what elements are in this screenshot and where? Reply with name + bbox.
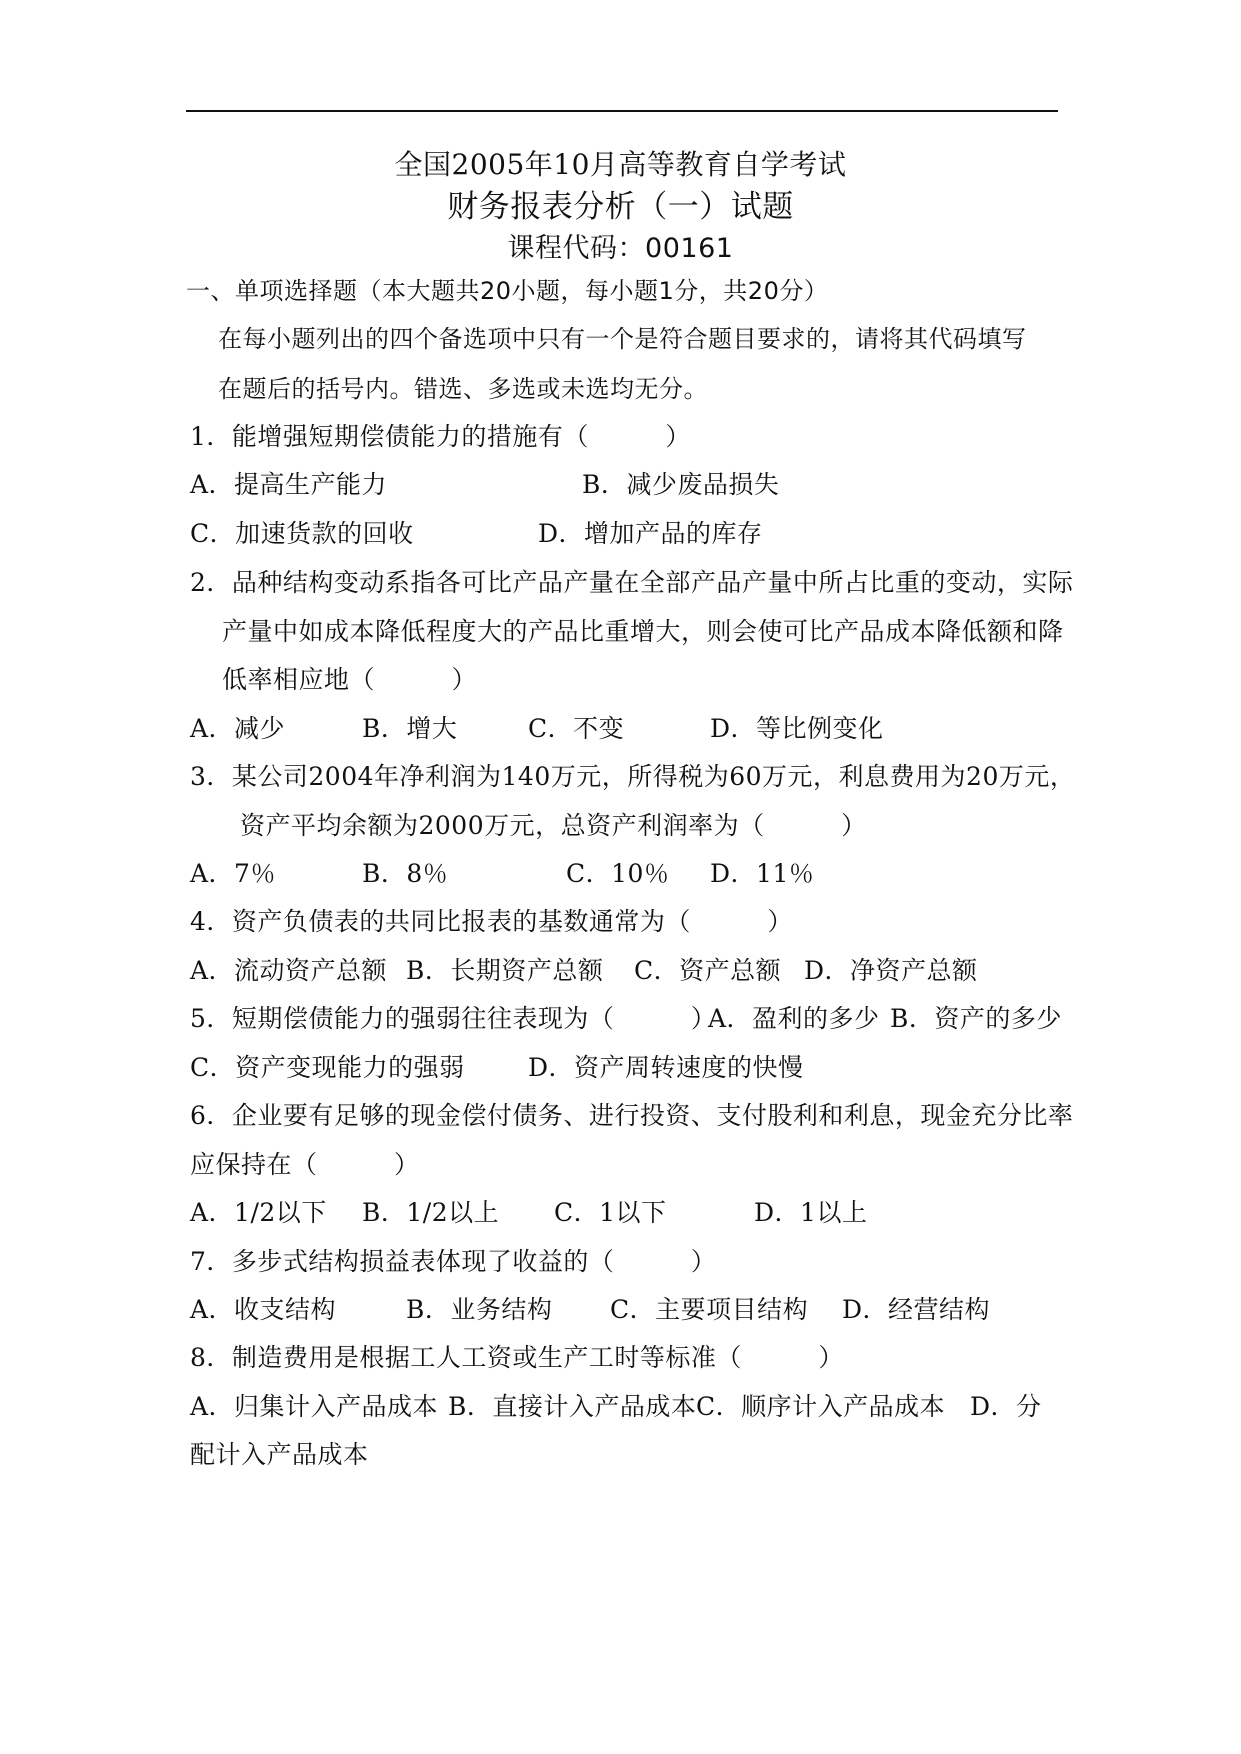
option-b: B．减少废品损失 (582, 470, 780, 499)
option-b: B．直接计入产品成本 (448, 1392, 697, 1421)
option-a: A．归集计入产品成本 (190, 1392, 439, 1421)
question-stem: 5．短期偿债能力的强弱往往表现为（ ） (190, 1004, 717, 1033)
option-c: C．10％ (566, 859, 670, 888)
question-stem: 产量中如成本降低程度大的产品比重增大，则会使可比产品成本降低额和降 (222, 617, 1064, 646)
exam-line: 全国2005年10月高等教育自学考试 (394, 148, 847, 181)
option-a: A．7％ (190, 859, 276, 888)
option-b: B．长期资产总额 (406, 956, 604, 985)
option-d: D．经营结构 (842, 1295, 991, 1324)
option-d: D．增加产品的库存 (538, 519, 763, 548)
instruction-line: 在题后的括号内。错选、多选或未选均无分。 (218, 375, 708, 403)
option-d: D．1以上 (754, 1198, 868, 1227)
question-stem: 4．资产负债表的共同比报表的基数通常为（ ） (190, 907, 793, 936)
header-rule (186, 110, 1058, 112)
option-a: A．1/2以下 (190, 1198, 327, 1227)
option-b: B．8％ (362, 859, 449, 888)
option-b: B．增大 (362, 714, 458, 743)
page-title: 财务报表分析（一）试题 (447, 189, 794, 225)
option-c: C．加速货款的回收 (190, 519, 414, 548)
option-a: A．流动资产总额 (190, 956, 388, 985)
question-stem: 应保持在（ ） (190, 1150, 420, 1179)
option-c: C．顺序计入产品成本 (696, 1392, 946, 1421)
question-stem: 7．多步式结构损益表体现了收益的（ ） (190, 1247, 717, 1276)
question-stem: 6．企业要有足够的现金偿付债务、进行投资、支付股利和利息，现金充分比率 (190, 1101, 1074, 1130)
option-a: A．减少 (190, 714, 286, 743)
question-stem: 2．品种结构变动系指各可比产品产量在全部产品产量中所占比重的变动，实际 (190, 568, 1074, 597)
option-d: D．等比例变化 (710, 714, 884, 743)
option-c: C．资产变现能力的强弱 (190, 1053, 465, 1082)
option-a: A．提高生产能力 (190, 470, 388, 499)
option-d: D．净资产总额 (804, 956, 978, 985)
question-stem: 8．制造费用是根据工人工资或生产工时等标准（ ） (190, 1343, 844, 1372)
option-a: A．收支结构 (190, 1295, 337, 1324)
section-heading: 一、单项选择题（本大题共20小题，每小题1分，共20分） (186, 277, 829, 305)
option-d: D．11％ (710, 859, 815, 888)
question-stem: 1．能增强短期偿债能力的措施有（ ） (190, 422, 691, 451)
option-d-continued: 配计入产品成本 (190, 1440, 369, 1469)
question-stem: 资产平均余额为2000万元，总资产利润率为（ ） (240, 811, 867, 840)
question-stem: 3．某公司2004年净利润为140万元，所得税为60万元，利息费用为20万元， (190, 762, 1076, 791)
option-d: D．资产周转速度的快慢 (528, 1053, 804, 1082)
option-b: B．资产的多少 (890, 1004, 1062, 1033)
instruction-line: 在每小题列出的四个备选项中只有一个是符合题目要求的，请将其代码填写 (218, 325, 1027, 353)
question-stem: 低率相应地（ ） (222, 665, 478, 694)
option-b: B．业务结构 (406, 1295, 553, 1324)
option-d: D．分 (970, 1392, 1042, 1421)
option-c: C．主要项目结构 (610, 1295, 809, 1324)
option-c: C．资产总额 (634, 956, 782, 985)
option-a: A．盈利的多少 (708, 1004, 880, 1033)
option-c: C．1以下 (554, 1198, 667, 1227)
option-c: C．不变 (528, 714, 625, 743)
course-code: 课程代码：00161 (507, 233, 734, 264)
option-b: B．1/2以上 (362, 1198, 500, 1227)
